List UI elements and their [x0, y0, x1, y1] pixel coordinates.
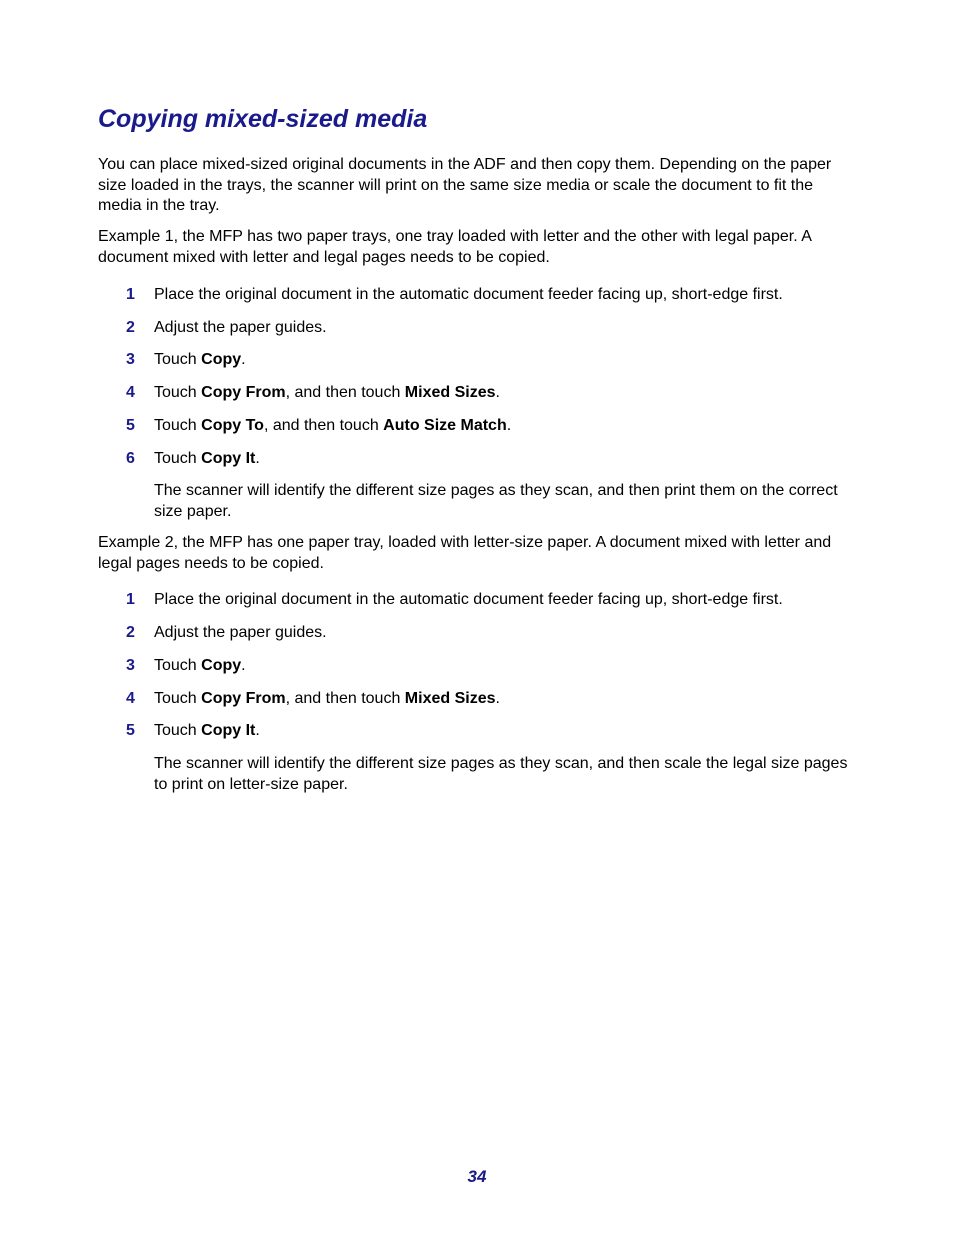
step-text-part: . — [241, 657, 246, 674]
example-1-step-3 — [0, 349, 954, 371]
step-text-part: . — [241, 351, 246, 368]
step-bold-term: Copy — [201, 351, 242, 368]
step-text — [154, 317, 327, 339]
step-number: 5 — [126, 417, 135, 434]
example-2-step-4 — [0, 688, 954, 710]
example-2-result: The scanner will identify the different size pages as they scan, and then scale the legal size pages to print on letter-size paper. — [154, 755, 848, 793]
example-1-result: The scanner will identify the different size pages as they scan, and then print them on the correct size paper. — [154, 482, 838, 520]
step-text — [154, 688, 500, 710]
step-text-part: Adjust the paper guides. — [154, 624, 327, 641]
step-text-part: Touch — [154, 657, 202, 674]
step-text — [154, 448, 260, 470]
step-text-part: , and then touch — [285, 384, 405, 401]
intro-paragraph: You can place mixed-sized original documents in the ADF and then copy them. Depending on the paper size loaded in the trays, the scanner will print on the same size media or scale the document to fit the media in the tray. — [98, 156, 832, 214]
step-text-part: . — [255, 722, 260, 739]
step-text — [154, 382, 500, 404]
example-2-step-3 — [0, 655, 954, 677]
step-bold-term: Copy To — [201, 417, 264, 434]
step-number: 4 — [126, 384, 135, 401]
step-text — [154, 720, 260, 742]
step-bold-term: Copy It — [201, 722, 256, 739]
step-text — [154, 415, 511, 437]
example-1-step-4 — [0, 382, 954, 404]
step-bold-term: Auto Size Match — [383, 417, 507, 434]
section-title: Copying mixed-sized media — [98, 105, 428, 133]
step-bold-term: Mixed Sizes — [404, 384, 496, 401]
step-number: 2 — [126, 319, 135, 336]
example-2-step-2 — [0, 622, 954, 644]
step-text-part: Touch — [154, 690, 202, 707]
step-number: 3 — [126, 351, 135, 368]
step-text-part: Touch — [154, 722, 202, 739]
step-number: 6 — [126, 450, 135, 467]
step-bold-term: Copy It — [201, 450, 256, 467]
step-bold-term: Copy — [201, 657, 242, 674]
step-number: 1 — [126, 286, 135, 303]
page-number: 34 — [467, 1167, 487, 1186]
step-number: 2 — [126, 624, 135, 641]
step-text-part: . — [506, 417, 512, 434]
step-text — [154, 622, 327, 644]
step-text-part: , and then touch — [285, 690, 405, 707]
step-text-part: Touch — [154, 417, 202, 434]
example-2-step-1 — [0, 589, 954, 611]
example-1-step-6 — [0, 448, 954, 470]
step-number: 1 — [126, 591, 135, 608]
step-number: 4 — [126, 690, 135, 707]
example-1-step-2 — [0, 317, 954, 339]
step-text — [154, 655, 246, 677]
step-text-part: Place the original document in the automatic document feeder facing up, short-edge first. — [154, 286, 783, 303]
step-text-part: . — [495, 384, 500, 401]
step-text-part: Touch — [154, 450, 202, 467]
step-text-part: . — [255, 450, 260, 467]
step-text-part: Adjust the paper guides. — [154, 319, 327, 336]
step-number: 3 — [126, 657, 135, 674]
step-bold-term: Copy From — [201, 384, 286, 401]
step-text-part: Touch — [154, 351, 202, 368]
step-bold-term: Copy From — [201, 690, 286, 707]
example-2-step-5 — [0, 720, 954, 742]
step-text-part: Touch — [154, 384, 202, 401]
example-1-step-1 — [0, 284, 954, 306]
example-2-paragraph: Example 2, the MFP has one paper tray, loaded with letter-size paper. A document mixed with letter and legal pages needs to be copied. — [98, 534, 832, 572]
example-1-paragraph: Example 1, the MFP has two paper trays, one tray loaded with letter and the other with legal paper. A document mixed with letter and legal pages needs to be copied. — [98, 228, 812, 266]
step-text — [154, 589, 783, 611]
example-1-step-5 — [0, 415, 954, 437]
step-number: 5 — [126, 722, 135, 739]
step-text-part: . — [495, 690, 500, 707]
step-text-part: Place the original document in the automatic document feeder facing up, short-edge first. — [154, 591, 783, 608]
step-text-part: , and then touch — [263, 417, 384, 434]
step-bold-term: Mixed Sizes — [404, 690, 496, 707]
step-text — [154, 284, 783, 306]
step-text — [154, 349, 246, 371]
